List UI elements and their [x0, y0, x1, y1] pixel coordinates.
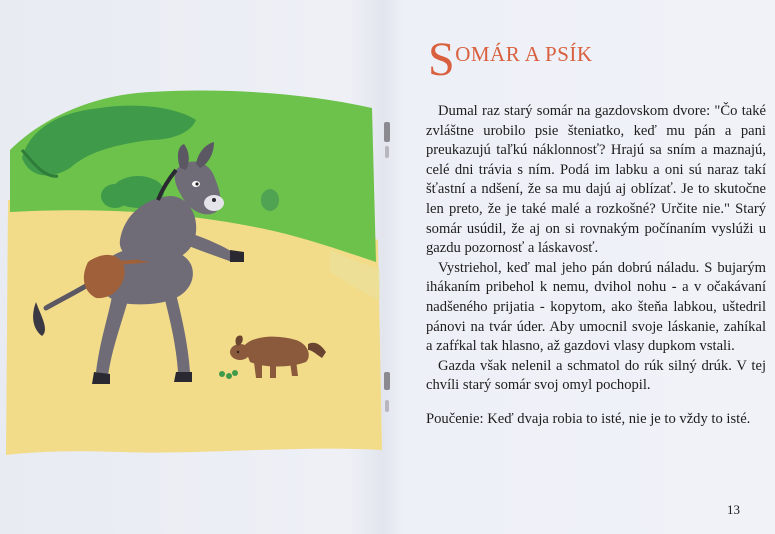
- donkey-and-puppy-illustration: [0, 0, 386, 534]
- story-moral: Poučenie: Keď dvaja robia to isté, nie je to vždy to isté.: [426, 410, 751, 427]
- story-text: [426, 102, 766, 430]
- title-initial: S: [428, 33, 456, 86]
- left-page: [0, 0, 386, 534]
- right-page: [388, 0, 775, 534]
- story-paragraph: Gazda však nelenil a schmatol do rúk silný drúk. V tej chvíli starý somár svoj omyl pochopil.: [426, 357, 766, 394]
- story-paragraph: Vystriehol, keď mal jeho pán dobrú náladu. S bujarým ihákaním pribehol k nemu, dvihol nohu - a v očakávaní nadšeného prijatia - kopytom, ako šteňa labkou, uštedril pánovi na tvár úder. Aby umocnil svoje láskanie, zahíkal a zafŕkal tak hlasno, až gazdovi vlasy dupkom vstali.: [426, 259, 766, 355]
- title-rest: OMÁR A PSÍK: [455, 42, 593, 66]
- story-paragraph: Dumal raz starý somár na gazdovskom dvore: "Čo také zvláštne urobilo psie šteniatko, keď mu pán a pani preukazujú taľkú náklonnosť? Hrajú sa sním a maznajú, celé dni trávia s ním. Podá im labku a oni sú naraz takí šťastní a ndšení, že sa mu dajú aj oblízať. Je to skutočne len preto, že je také malé a rozkošné? Určite nie." Starý somár usúdil, že aj on si rovnakým počínaním vyslúži u gazdu pozornosť a láskavosť.: [426, 103, 766, 257]
- story-title: [428, 33, 593, 86]
- page-number: 13: [727, 502, 740, 517]
